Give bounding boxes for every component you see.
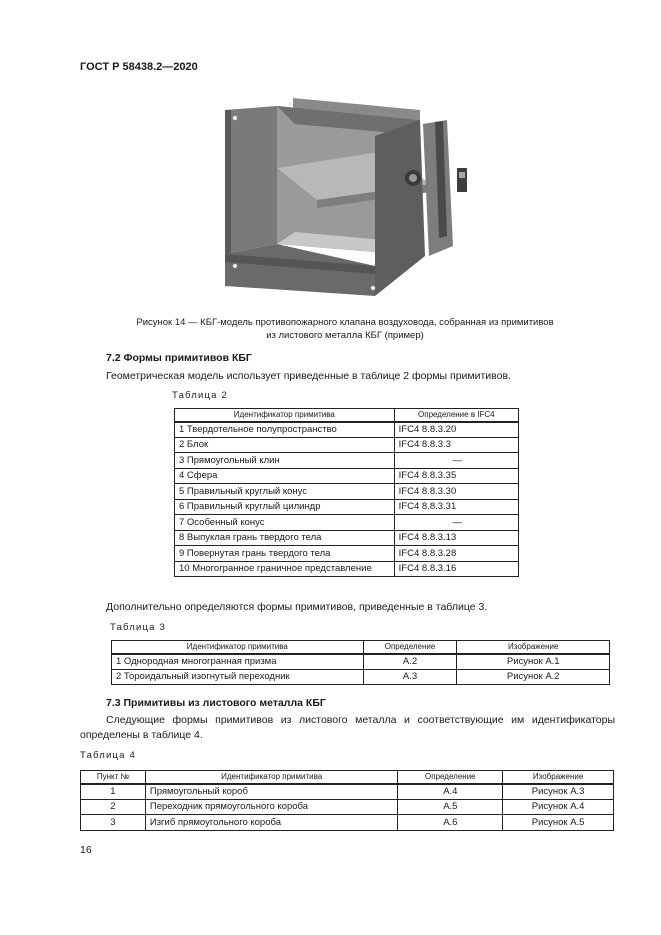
- table-cell: 7 Особенный конус: [175, 515, 395, 531]
- table-cell: 10 Многогранное граничное представление: [175, 561, 395, 577]
- table-cell: 2: [81, 799, 146, 815]
- table-header-row: [175, 409, 519, 422]
- table-cell: 1 Твердотельное полупространство: [175, 422, 395, 438]
- table-cell: 5 Правильный круглый конус: [175, 484, 395, 500]
- section-7-2-intro: Геометрическая модель использует приведенные в таблице 2 формы примитивов.: [106, 370, 511, 382]
- text-after-table-2: Дополнительно определяются формы примитивов, приведенные в таблице 3.: [106, 601, 488, 613]
- table-cell: —: [394, 515, 518, 531]
- column-header: Идентификатор примитива: [112, 641, 364, 654]
- table-row: [175, 530, 519, 546]
- table-2: [174, 408, 519, 577]
- table-cell: 1: [81, 784, 146, 800]
- table-cell: 2 Блок: [175, 437, 395, 453]
- table-cell: IFC4 8.8.3.16: [394, 561, 518, 577]
- table-row: [175, 561, 519, 577]
- column-header: Определение: [398, 771, 503, 784]
- table-cell: IFC4 8.8.3.13: [394, 530, 518, 546]
- table-cell: А.3: [363, 669, 457, 685]
- table-header-row: [81, 771, 614, 784]
- table-header-row: [112, 641, 610, 654]
- table-cell: Рисунок А.1: [457, 654, 610, 670]
- table-row: [175, 422, 519, 438]
- figure-caption-line-2: из листового металла КБГ (пример): [266, 330, 424, 341]
- table-2-label: Таблица 2: [172, 390, 228, 401]
- table-cell: —: [394, 453, 518, 469]
- table-row: [175, 546, 519, 562]
- column-header: Определение в IFC4: [394, 409, 518, 422]
- table-cell: 1 Однородная многогранная призма: [112, 654, 364, 670]
- section-7-2-title: 7.2 Формы примитивов КБГ: [106, 352, 252, 364]
- table-cell: Прямоугольный короб: [145, 784, 398, 800]
- table-cell: 6 Правильный круглый цилиндр: [175, 499, 395, 515]
- column-header: Идентификатор примитива: [175, 409, 395, 422]
- table-cell: А.4: [398, 784, 503, 800]
- table-cell: IFC4 8.8.3.31: [394, 499, 518, 515]
- figure-caption-line-1: Рисунок 14 — КБГ-модель противопожарного клапана воздуховода, собранная из примитивов: [136, 317, 554, 328]
- table-cell: Переходник прямоугольного короба: [145, 799, 398, 815]
- table-row: [81, 784, 614, 800]
- table-3-label: Таблица 3: [110, 622, 166, 633]
- table-cell: А.2: [363, 654, 457, 670]
- table-cell: IFC4 8.8.3.30: [394, 484, 518, 500]
- table-cell: IFC4 8.8.3.3: [394, 437, 518, 453]
- column-header: Определение: [363, 641, 457, 654]
- table-row: [175, 437, 519, 453]
- table-cell: 3: [81, 815, 146, 831]
- table-cell: IFC4 8.8.3.20: [394, 422, 518, 438]
- table-cell: Рисунок А.3: [503, 784, 614, 800]
- table-cell: Рисунок А.2: [457, 669, 610, 685]
- table-cell: А.6: [398, 815, 503, 831]
- column-header: Изображение: [457, 641, 610, 654]
- table-cell: 3 Прямоугольный клин: [175, 453, 395, 469]
- table-row: [112, 669, 610, 685]
- table-cell: Рисунок А.4: [503, 799, 614, 815]
- table-3: [111, 640, 610, 685]
- column-header: Изображение: [503, 771, 614, 784]
- table-row: [175, 468, 519, 484]
- table-cell: IFC4 8.8.3.35: [394, 468, 518, 484]
- table-row: [175, 515, 519, 531]
- document-header: ГОСТ Р 58438.2—2020: [80, 61, 198, 73]
- table-row: [175, 499, 519, 515]
- fire-damper-figure: [225, 96, 485, 298]
- table-cell: 9 Повернутая грань твердого тела: [175, 546, 395, 562]
- table-cell: Рисунок А.5: [503, 815, 614, 831]
- table-row: [112, 654, 610, 670]
- section-7-3-title: 7.3 Примитивы из листового металла КБГ: [106, 697, 326, 709]
- section-7-3-line-2: определены в таблице 4.: [80, 729, 203, 741]
- table-row: [175, 453, 519, 469]
- section-7-3-paragraph: [80, 713, 615, 743]
- table-4-label: Таблица 4: [80, 750, 136, 761]
- table-row: [175, 484, 519, 500]
- table-cell: Изгиб прямоугольного короба: [145, 815, 398, 831]
- column-header: Пункт №: [81, 771, 146, 784]
- table-row: [81, 815, 614, 831]
- section-7-3-line-1: Следующие формы примитивов из листового металла и соответствующие им идентификаторы: [106, 714, 615, 726]
- page-number: 16: [80, 844, 92, 856]
- column-header: Идентификатор примитива: [145, 771, 398, 784]
- table-cell: 2 Тороидальный изогнутый переходник: [112, 669, 364, 685]
- table-cell: 4 Сфера: [175, 468, 395, 484]
- table-4: [80, 770, 614, 831]
- table-cell: 8 Выпуклая грань твердого тела: [175, 530, 395, 546]
- table-cell: IFC4 8.8.3.28: [394, 546, 518, 562]
- figure-caption: [100, 316, 590, 342]
- table-row: [81, 799, 614, 815]
- table-cell: А.5: [398, 799, 503, 815]
